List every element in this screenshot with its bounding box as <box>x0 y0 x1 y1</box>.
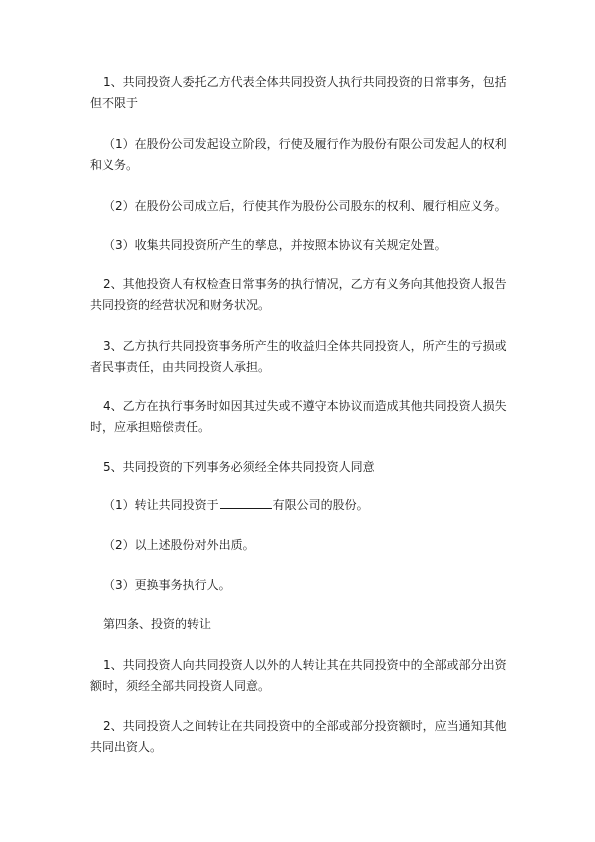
paragraph-5-item-1 <box>90 495 510 516</box>
paragraph-1-item-2: （2）在股份公司成立后，行使其作为股份公司股东的权利、履行相应义务。 <box>103 199 507 213</box>
item-1-text-before: （1）转让共同投资于 <box>103 498 219 512</box>
paragraph-1-item-3: （3）收集共同投资所产生的孳息，并按照本协议有关规定处置。 <box>103 238 447 252</box>
article-4-heading: 第四条、投资的转让 <box>103 617 212 631</box>
paragraph-1-item-1: （1）在股份公司发起设立阶段，行使及履行作为股份有限公司发起人的权利和义务。 <box>90 137 507 172</box>
article-4-paragraph-1: 1、共同投资人向共同投资人以外的人转让其在共同投资中的全部或部分出资额时，须经全部共同投资人同意。 <box>90 658 507 693</box>
paragraph-2-inspection-rights: 2、其他投资人有权检查日常事务的执行情况，乙方有义务向其他投资人报告共同投资的经营状况和财务状况。 <box>90 277 507 312</box>
paragraph-1-daily-affairs: 1、共同投资人委托乙方代表全体共同投资人执行共同投资的日常事务，包括但不限于 <box>90 75 507 110</box>
paragraph-3-profit-loss: 3、乙方执行共同投资事务所产生的收益归全体共同投资人，所产生的亏损或者民事责任，由共同投资人承担。 <box>90 339 507 374</box>
paragraph-5-unanimous-consent: 5、共同投资的下列事务必须经全体共同投资人同意 <box>103 460 375 474</box>
item-1-text-after: 有限公司的股份。 <box>272 498 369 512</box>
paragraph-5-item-2: （2）以上述股份对外出质。 <box>103 538 255 552</box>
article-4-paragraph-2: 2、共同投资人之间转让在共同投资中的全部或部分投资额时，应当通知其他共同出资人。 <box>90 719 507 754</box>
paragraph-4-liability: 4、乙方在执行事务时如因其过失或不遵守本协议而造成其他共同投资人损失时，应承担赔偿责任。 <box>90 399 507 434</box>
paragraph-5-item-3: （3）更换事务执行人。 <box>103 578 231 592</box>
company-name-blank <box>220 496 272 509</box>
